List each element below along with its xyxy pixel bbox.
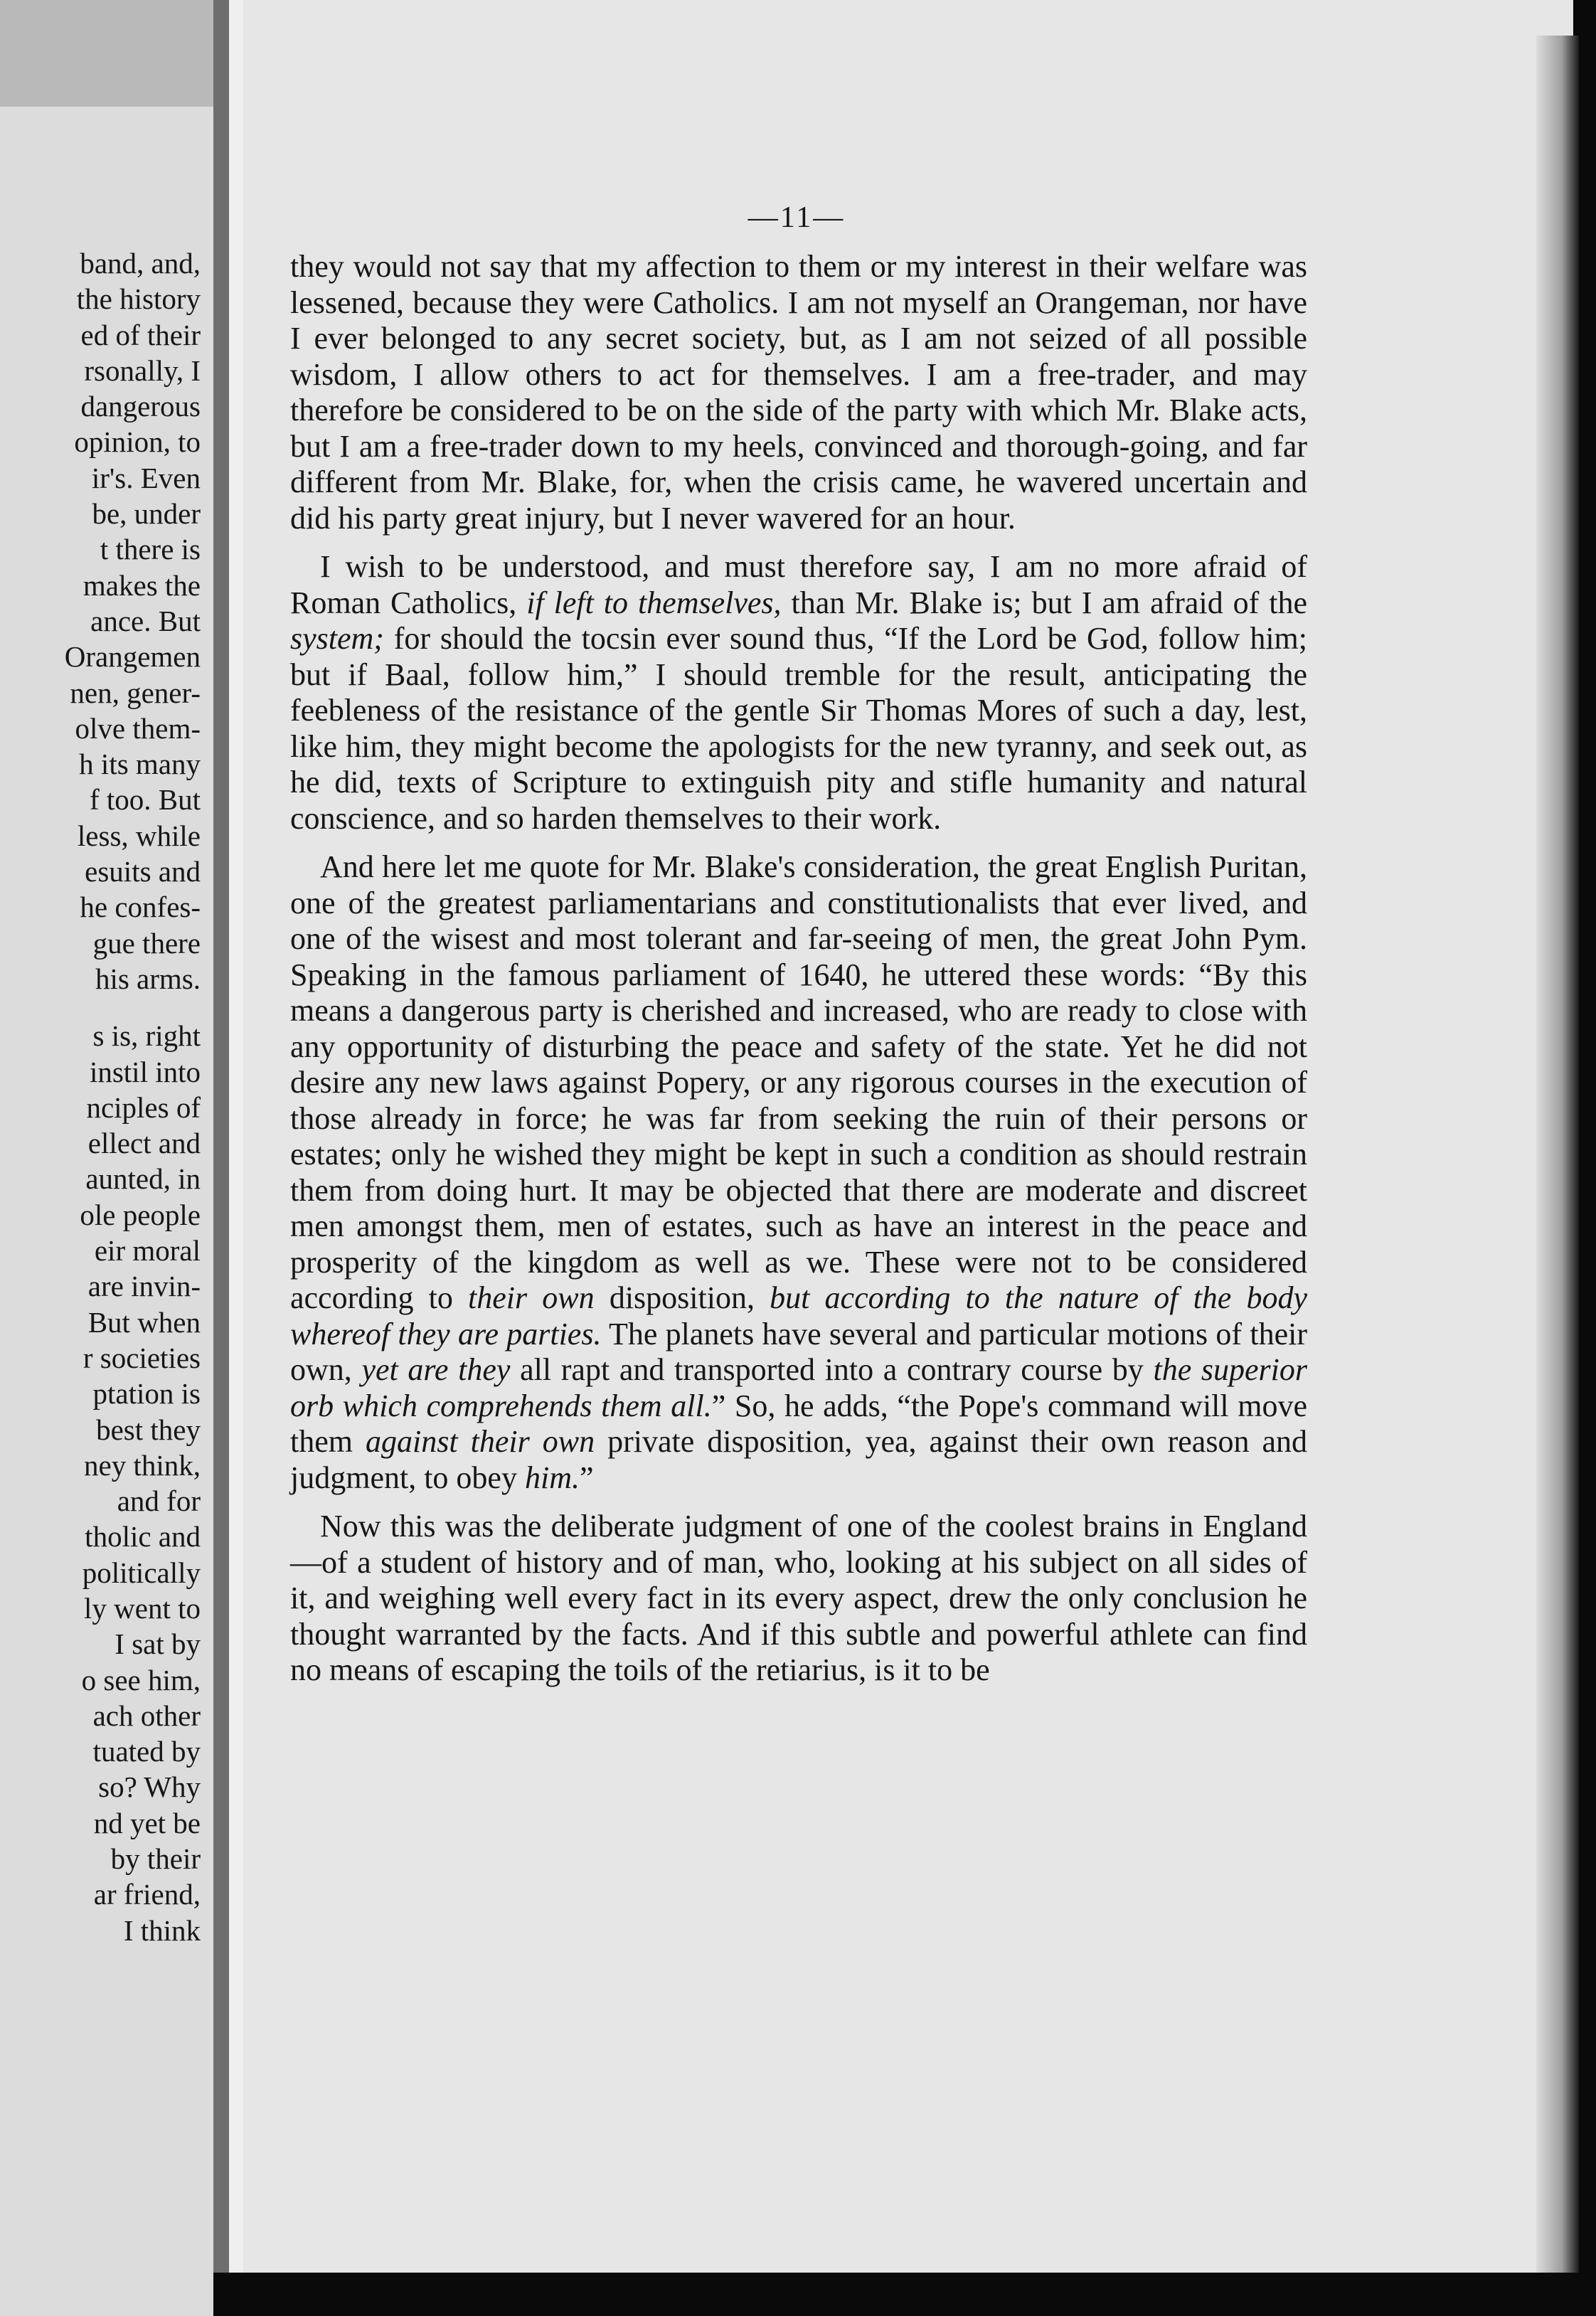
fragment-line: t there is: [100, 533, 201, 566]
fragment-line: eir moral: [94, 1234, 201, 1268]
fragment-line: olve them-: [75, 711, 201, 745]
fragment-line: But when: [87, 1305, 201, 1339]
fragment-line: rsonally, I: [84, 354, 201, 387]
fragment-line: are invin-: [87, 1270, 201, 1303]
fragment-line: ney think,: [84, 1448, 201, 1482]
fragment-line: s is, right: [92, 1019, 201, 1053]
paragraph-4: Now this was the deliberate judgment of one of the coolest brains in England—of a student of history and of man, who, looking at his subject on all sides of it, and weighing well every fact in its every aspect, drew the only conclusion he thought warranted by the facts. And if this subtle and powerful athlete can find no means of escaping the toils of the retiarius, is it to be: [290, 1509, 1307, 1687]
fragment-line: less, while: [77, 819, 201, 852]
fragment-line: tholic and: [85, 1520, 201, 1553]
fragment-line: by their: [110, 1842, 201, 1876]
previous-page-fragment: [0, 0, 213, 2316]
fragment-line: o see him,: [81, 1663, 201, 1696]
fragment-line: I think: [123, 1913, 201, 1947]
fragment-line: aunted, in: [85, 1162, 201, 1196]
paragraph-3: And here let me quote for Mr. Blake's consideration, the great English Puritan, one of the greatest parliamentarians and constitutionalists that ever lived, and one of the wisest and most tolerant and far-seeing of men, the great John Pym. Speaking in the famous parliament of 1640, he uttered these words: “By this means a dangerous party is cherished and increased, who are ready to close with any opportunity of disturbing the peace and safety of the state. Yet he did not desire any new laws against Popery, or any rigorous courses in the execution of those already in force; he was far from seeking the ruin of their persons or estates; only he wished they might be kept in such a condition as should restrain them from doing hurt. It may be objected that there are moderate and discreet men amongst them, men of estates, such as have an interest in the peace and prosperity of the kingdom as well as we. These were not to be considered according to their own disposition, but according to the nature of the body whereof they are parties. The planets have several and particular motions of their own, yet are they all rapt and transported into a contrary course by the superior orb which comprehends them all.” So, he adds, “the Pope's command will move them against their own private disposition, yea, against their own reason and judgment, to obey him.”: [290, 849, 1308, 1495]
fragment-line: his arms.: [95, 962, 201, 995]
fragment-line: f too. But: [89, 783, 201, 817]
page-number: —11—: [748, 201, 846, 234]
fragment-line: he confes-: [80, 891, 201, 924]
fragment-line: ly went to: [84, 1591, 201, 1625]
fragment-line: ance. But: [90, 604, 201, 637]
fragment-line: nciples of: [86, 1090, 201, 1124]
page-body: [290, 249, 1307, 1701]
fragment-line: ach other: [92, 1699, 201, 1732]
fragment-line: opinion, to: [74, 425, 201, 459]
fragment-line: ellect and: [87, 1127, 201, 1160]
fragment-line: r societies: [83, 1341, 201, 1374]
fragment-line: esuits and: [85, 855, 201, 888]
fragment-line: ptation is: [92, 1377, 201, 1411]
page-shadow: [0, 0, 213, 107]
fragment-line: so? Why: [98, 1770, 201, 1804]
previous-page-text-block-2: [0, 1018, 201, 1948]
fragment-line: politically: [82, 1556, 201, 1589]
fragment-line: ed of their: [80, 318, 201, 351]
fragment-line: best they: [96, 1413, 201, 1446]
fragment-line: nd yet be: [93, 1806, 201, 1839]
fragment-line: instil into: [89, 1055, 201, 1088]
fragment-line: and for: [117, 1484, 201, 1518]
previous-page-text: [0, 245, 201, 1948]
paragraph-2: I wish to be understood, and must therefore say, I am no more afraid of Roman Catholics, if left to themselves, than Mr. Blake is; but I am afraid of the system; for should the tocsin ever sound thus, “If the Lord be God, follow him; but if Baal, follow him,” I should tremble for the result, anticipating the feebleness of the resistance of the gentle Sir Thomas Mores of such a day, lest, like him, they might become the apologists for the new tyranny, and seek out, as he did, texts of Scripture to extinguish pity and stifle humanity and natural conscience, and so harden themselves to their work.: [290, 549, 1307, 836]
fragment-line: the history: [76, 282, 201, 316]
fragment-line: ir's. Even: [91, 461, 201, 494]
fragment-line: gue there: [92, 926, 201, 960]
fragment-line: makes the: [83, 568, 201, 602]
page-edge-shadow: [1536, 36, 1579, 2276]
fragment-line: tuated by: [92, 1735, 201, 1768]
book-spine: [213, 0, 229, 2316]
fragment-line: Orangemen: [64, 640, 201, 674]
fragment-line: I sat by: [115, 1627, 201, 1661]
fragment-line: dangerous: [80, 390, 201, 423]
fragment-line: band, and,: [80, 247, 201, 280]
previous-page-text-block-1: [0, 245, 201, 997]
fragment-line: be, under: [92, 497, 201, 531]
fragment-line: h its many: [79, 748, 201, 781]
fragment-line: ole people: [80, 1198, 201, 1231]
book-spine-edge: [229, 0, 243, 2316]
scan-border: [213, 2273, 1596, 2316]
fragment-line: nen, gener-: [70, 676, 201, 709]
fragment-line: ar friend,: [93, 1878, 201, 1911]
paragraph-1: they would not say that my affection to them or my interest in their welfare was lessened, because they were Catholics. I am not myself an Orangeman, nor have I ever belonged to any secret society, but, as I am not seized of all possible wisdom, I allow others to act for themselves. I am a free-trader, and may therefore be considered to be on the side of the party with which Mr. Blake acts, but I am a free-trader down to my heels, convinced and thorough-going, and far different from Mr. Blake, for, when the crisis came, he wavered uncertain and did his party great injury, but I never wavered for an hour.: [290, 249, 1307, 536]
